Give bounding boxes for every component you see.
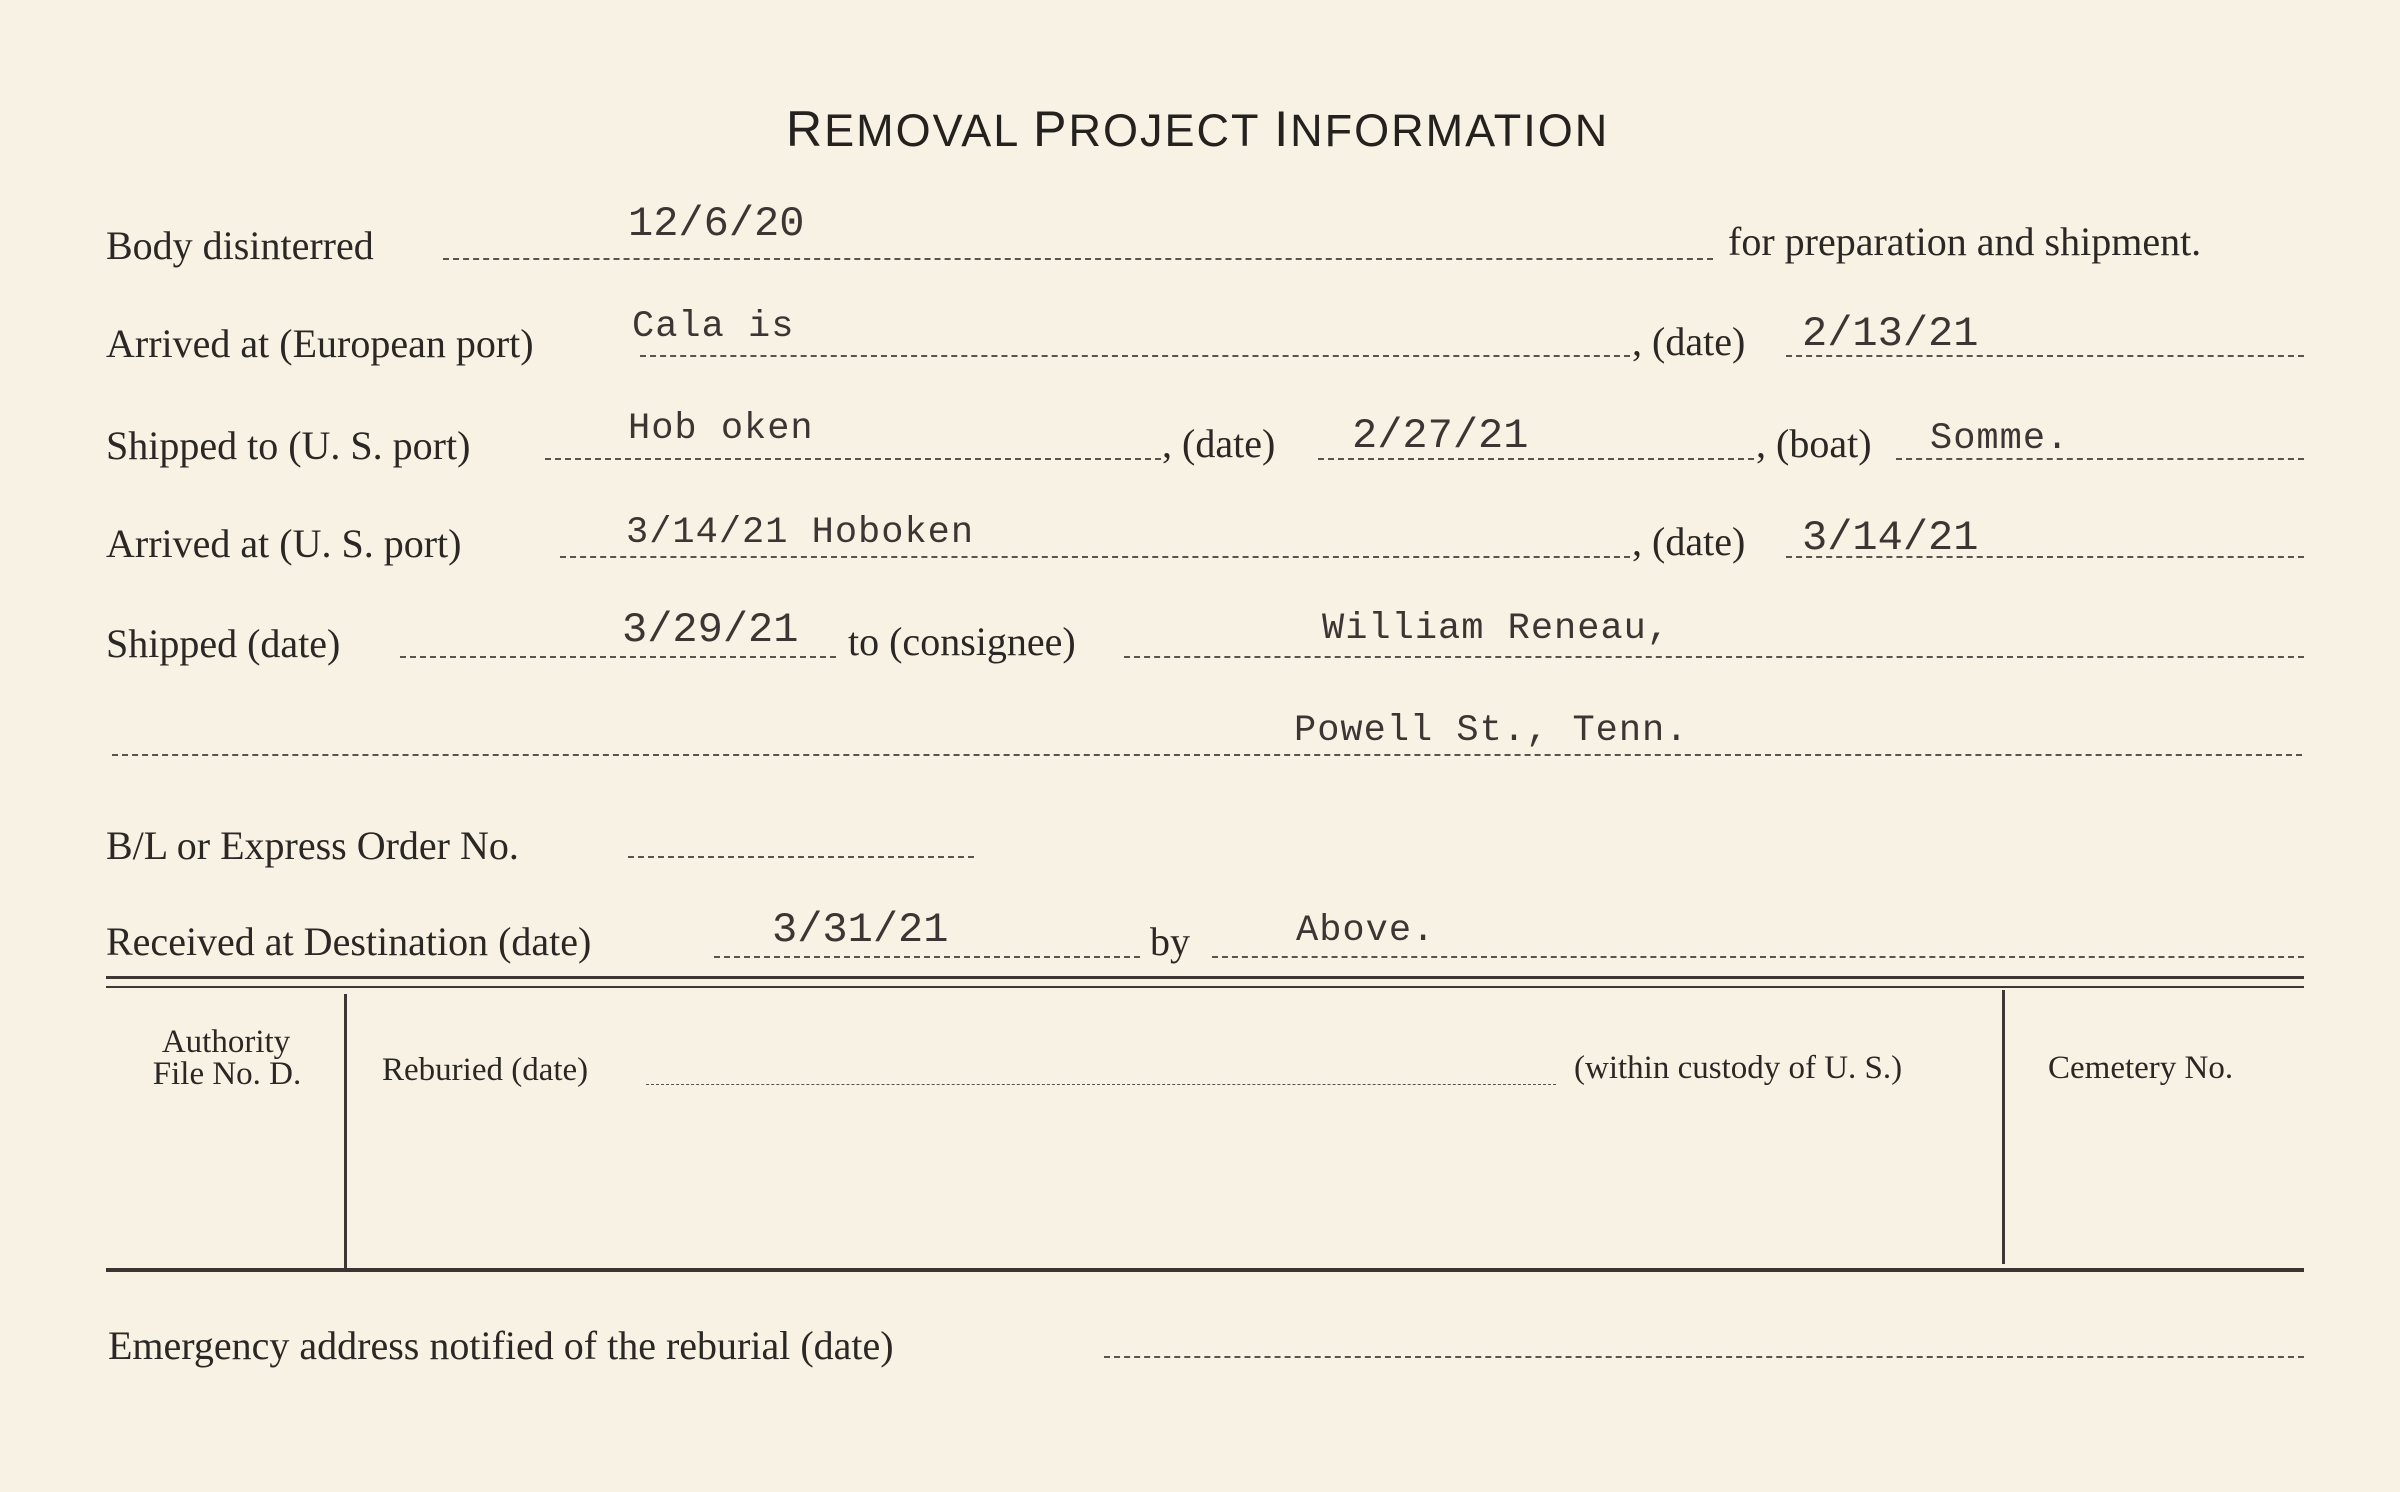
dotted-line (443, 258, 1713, 260)
dotted-line (640, 355, 1630, 357)
reburied-date-label: Reburied (date) (382, 1052, 589, 1088)
european-port-value: Cala is (632, 306, 795, 348)
dotted-line (1104, 1356, 2304, 1358)
box-divider-right (2002, 990, 2005, 1264)
boat-label: , (boat) (1756, 421, 1872, 466)
arrived-us-port-value: 3/14/21 Hoboken (626, 512, 975, 554)
title-part: NFORMATION (1290, 105, 1610, 156)
box-bottom-rule (106, 1268, 2304, 1272)
shipped-date-label: , (date) (1162, 421, 1276, 466)
arrived-date-label: , (date) (1632, 519, 1746, 564)
consignee-value: William Reneau, (1322, 608, 1671, 650)
shipped-row-date-value: 3/29/21 (622, 606, 799, 654)
arrived-date-value: 3/14/21 (1802, 514, 1979, 562)
title-part: ROJECT (1068, 105, 1275, 156)
emergency-address-label: Emergency address notified of the reburial (date) (108, 1323, 894, 1368)
bl-express-order-label: B/L or Express Order No. (106, 823, 519, 868)
body-disinterred-label: Body disinterred (106, 223, 374, 268)
dotted-line (560, 556, 1630, 558)
dotted-line (112, 754, 2302, 756)
title-part: EMOVAL (824, 105, 1034, 156)
consignee-address-value: Powell St., Tenn. (1294, 710, 1689, 752)
arrived-us-port-label: Arrived at (U. S. port) (106, 521, 462, 566)
shipped-us-port-value: Hob oken (628, 408, 814, 450)
authority-label: Authority (161, 1024, 291, 1060)
file-no-label: File No. D. (152, 1056, 302, 1092)
received-by-value: Above. (1296, 910, 1436, 952)
disinterred-date-value: 12/6/20 (628, 200, 805, 248)
european-date-value: 2/13/21 (1802, 310, 1979, 358)
dotted-line (545, 458, 1161, 460)
dotted-line (714, 956, 1140, 958)
dotted-line (1124, 656, 2304, 658)
custody-label: (within custody of U. S.) (1574, 1050, 1903, 1086)
received-date-value: 3/31/21 (772, 906, 949, 954)
european-port-label: Arrived at (European port) (106, 321, 534, 366)
received-by-label: by (1150, 919, 1190, 964)
shipped-us-port-label: Shipped to (U. S. port) (106, 423, 471, 468)
boat-value: Somme. (1930, 418, 2070, 460)
european-date-label: , (date) (1632, 319, 1746, 364)
title-letter: P (1033, 101, 1069, 157)
dotted-line (1212, 956, 2304, 958)
dotted-line (646, 1084, 1556, 1085)
cemetery-no-label: Cemetery No. (2048, 1050, 2234, 1086)
box-divider-left (344, 994, 347, 1270)
preparation-shipment-text: for preparation and shipment. (1728, 219, 2202, 264)
double-rule-top (106, 976, 2304, 979)
dotted-line (400, 656, 836, 658)
consignee-label: to (consignee) (848, 619, 1076, 664)
shipped-date-row-label: Shipped (date) (106, 621, 341, 666)
title-letter: R (786, 101, 825, 157)
dotted-line (628, 856, 974, 858)
title-letter: I (1274, 101, 1291, 157)
card-title (786, 100, 1609, 158)
double-rule-bottom (106, 986, 2304, 988)
shipped-date-value: 2/27/21 (1352, 412, 1529, 460)
received-destination-label: Received at Destination (date) (106, 919, 592, 964)
